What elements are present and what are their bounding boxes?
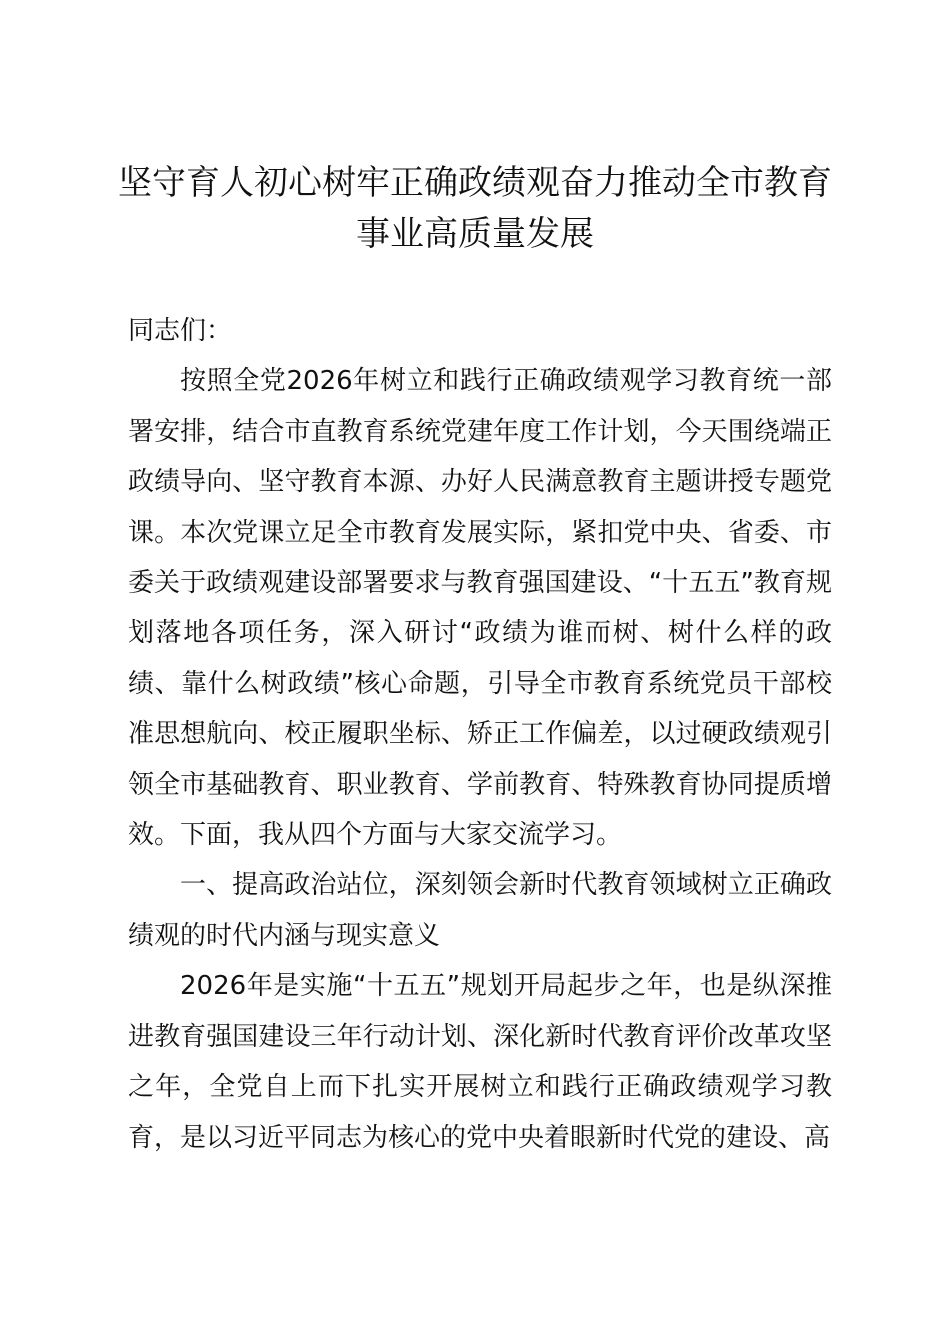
paragraph-section-1: 2026年是实施“十五五”规划开局起步之年，也是纵深推进教育强国建设三年行动计划、深化新时代教育评价改革攻坚之年，全党自上而下扎实开展树立和践行正确政绩观学习教育，是以习近平同志为核心的党中央着眼新时代党的建设、高 — [128, 971, 832, 1153]
paragraph-intro: 按照全党2026年树立和践行正确政绩观学习教育统一部署安排，结合市直教育系统党建年度工作计划，今天围绕端正政绩导向、坚守教育本源、办好人民满意教育主题讲授专题党课。本次党课立足全市教育发展实际，紧扣党中央、省委、市委关于政绩观建设部署要求与教育强国建设、“十五五”教育规划落地各项任务，深入研讨“政绩为谁而树、树什么样的政绩、靠什么树政绩”核心命题，引导全市教育系统党员干部校准思想航向、校正履职坐标、矫正工作偏差，以过硬政绩观引领全市基础教育、职业教育、学前教育、特殊教育协同提质增效。下面，我从四个方面与大家交流学习。 — [128, 366, 832, 851]
document-body — [128, 306, 832, 1163]
salutation: 同志们： — [128, 316, 233, 346]
section-heading-1: 一、提高政治站位，深刻领会新时代教育领域树立正确政绩观的时代内涵与现实意义 — [128, 870, 832, 951]
document-title: 坚守育人初心树牢正确政绩观奋力推动全市教育事业高质量发展 — [118, 163, 832, 254]
